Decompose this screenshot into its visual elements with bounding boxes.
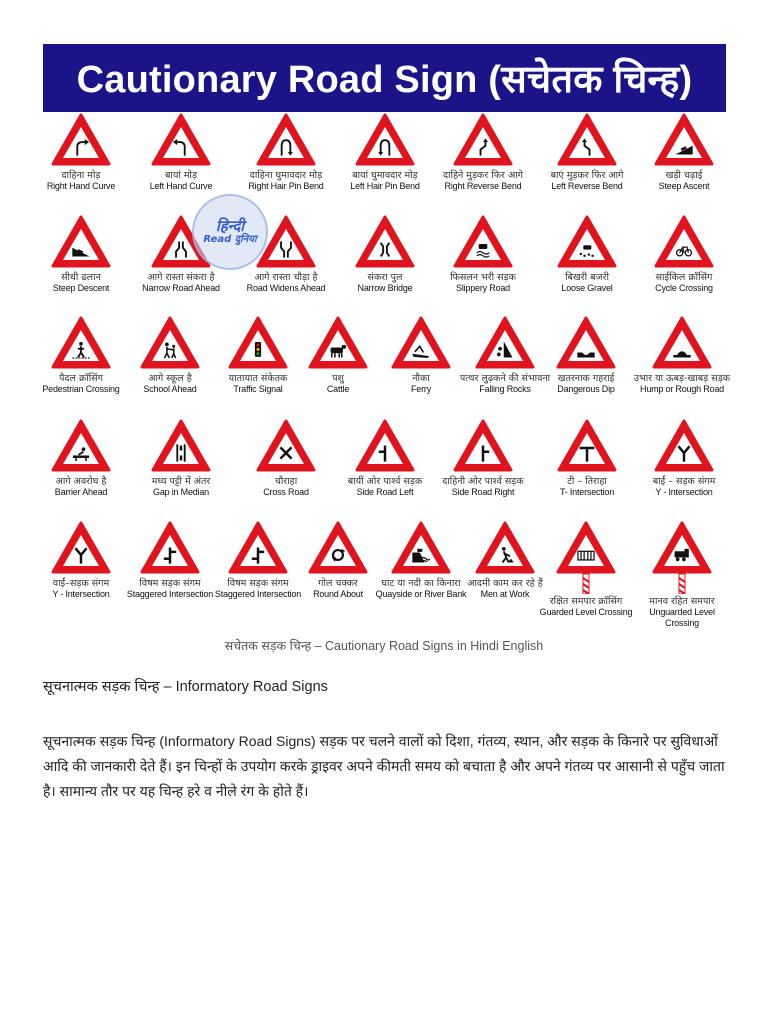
road-sign xyxy=(632,520,732,629)
narrow-bridge-icon xyxy=(354,214,416,270)
cross-road-icon xyxy=(255,418,317,474)
staggered-icon xyxy=(139,520,201,576)
road-sign xyxy=(131,418,231,498)
y-intersection-icon xyxy=(50,520,112,576)
sign-label-english: Ferry xyxy=(411,384,431,394)
steep-ascent-icon xyxy=(653,112,715,168)
road-sign xyxy=(131,112,231,192)
sign-label-hindi: खड़ी चढ़ाई xyxy=(665,170,703,181)
road-sign xyxy=(31,520,131,600)
men-at-work-icon xyxy=(474,520,536,576)
guarded-crossing-icon xyxy=(555,520,617,594)
slippery-road-icon xyxy=(452,214,514,270)
sign-label-english: T- Intersection xyxy=(559,487,615,497)
sign-label-english: Side Road Right xyxy=(451,487,515,497)
road-sign xyxy=(634,418,734,498)
sign-label-english: Steep Descent xyxy=(52,283,110,293)
right-reverse-icon xyxy=(452,112,514,168)
steep-descent-icon xyxy=(50,214,112,270)
sign-label-hindi: बाएं मुड़कर फिर आगे xyxy=(550,170,624,181)
sign-label-english: Narrow Road Ahead xyxy=(142,283,220,293)
road-sign xyxy=(537,112,637,192)
sign-label-hindi: उभार या ऊबड़-खाबड़ सड़क xyxy=(633,373,731,384)
sign-label-english: Falling Rocks xyxy=(479,384,531,394)
left-curve-icon xyxy=(150,112,212,168)
sign-label-hindi: मानव रहित समपार xyxy=(649,596,715,607)
quayside-icon xyxy=(390,520,452,576)
ferry-icon xyxy=(390,315,452,371)
unguarded-crossing-icon xyxy=(651,520,713,594)
sign-label-english: Narrow Bridge xyxy=(357,283,413,293)
sign-label-hindi: यातायात संकेतक xyxy=(228,373,288,384)
sign-label-hindi: बायां मोड़ xyxy=(164,170,198,181)
median-gap-icon xyxy=(150,418,212,474)
sign-label-hindi: आगे स्कूल है xyxy=(148,373,192,384)
banner-title: Cautionary Road Sign (सचेतक चिन्ह) xyxy=(76,59,693,101)
watermark-line1: हिन्दी xyxy=(215,217,245,235)
right-curve-icon xyxy=(50,112,112,168)
road-sign xyxy=(634,112,734,192)
sign-label-english: Left Hair Pin Bend xyxy=(350,181,420,191)
sign-label-hindi: दाहिनी ओर पार्श्व सड़क xyxy=(442,476,524,487)
sign-label-english: School Ahead xyxy=(143,384,197,394)
sign-label-hindi: फिसलन भरी सड़क xyxy=(450,272,516,283)
sign-label-english: Cattle xyxy=(326,384,350,394)
sign-label-english: Staggered Intersection xyxy=(214,589,302,599)
sign-label-english: Cross Road xyxy=(263,487,309,497)
sign-label-english: Left Reverse Bend xyxy=(551,181,623,191)
road-sign xyxy=(120,315,220,395)
sign-label-english: Pedestrian Crossing xyxy=(42,384,120,394)
road-sign xyxy=(31,112,131,192)
sign-label-hindi: सीधी ढलान xyxy=(61,272,101,283)
sign-label-hindi: बायां घुमावदार मोड़ xyxy=(352,170,418,181)
sign-label-english: Left Hand Curve xyxy=(149,181,213,191)
sign-label-english: Guarded Level Crossing xyxy=(539,607,633,617)
sign-label-hindi: आगे रास्ता संकरा है xyxy=(147,272,215,283)
road-sign xyxy=(634,214,734,294)
sign-label-english: Gap in Median xyxy=(153,487,209,497)
cycle-icon xyxy=(653,214,715,270)
page-banner xyxy=(43,44,726,112)
sign-label-english: Men at Work xyxy=(480,589,530,599)
road-sign xyxy=(433,112,533,192)
sign-label-english: Cycle Crossing xyxy=(655,283,713,293)
sign-label-hindi: बिखरी बजरी xyxy=(565,272,609,283)
sign-label-hindi: खतरनाक गहराई xyxy=(557,373,615,384)
road-sign xyxy=(31,315,131,395)
sign-label-hindi: आगे अवरोध है xyxy=(55,476,107,487)
side-road-right-icon xyxy=(452,418,514,474)
road-sign xyxy=(536,520,636,618)
side-road-left-icon xyxy=(354,418,416,474)
road-sign xyxy=(335,418,435,498)
left-reverse-icon xyxy=(556,112,618,168)
sign-label-hindi: पशु xyxy=(332,373,344,384)
sign-label-hindi: बायीं ओर पार्श्व सड़क xyxy=(347,476,423,487)
section-heading: सूचनात्मक सड़क चिन्ह – Informatory Road Signs xyxy=(43,679,328,695)
road-sign xyxy=(632,315,732,395)
sign-label-hindi: पैदल क्रॉसिंग xyxy=(59,373,103,384)
road-sign xyxy=(433,214,533,294)
hump-icon xyxy=(651,315,713,371)
sign-label-english: Traffic Signal xyxy=(233,384,283,394)
sign-label-hindi: आगे रास्ता चौड़ा है xyxy=(254,272,318,283)
staggered-icon xyxy=(227,520,289,576)
sign-label-hindi: मध्य पट्टी में अंतर xyxy=(151,476,211,487)
sign-label-hindi: चौराहा xyxy=(274,476,298,487)
sign-label-english: Right Hand Curve xyxy=(46,181,116,191)
barrier-icon xyxy=(50,418,112,474)
sign-label-hindi: विषम सड़क संगम xyxy=(227,578,289,589)
sign-label-hindi: दाहिने मुड़कर फिर आगे xyxy=(442,170,523,181)
road-sign xyxy=(31,418,131,498)
sign-label-hindi: बाईं – सड़क संगम xyxy=(652,476,716,487)
right-hairpin-icon xyxy=(255,112,317,168)
sign-label-hindi: गोल चक्कर xyxy=(318,578,358,589)
road-sign xyxy=(537,418,637,498)
sign-label-hindi: पत्थर लुढ़कने की संभावना xyxy=(459,373,551,384)
sign-label-english: Dangerous Dip xyxy=(557,384,615,394)
sign-label-english: Y - Intersection xyxy=(52,589,110,599)
sign-label-hindi: वाईं–सड़क संगम xyxy=(52,578,110,589)
sign-label-english: Steep Ascent xyxy=(658,181,710,191)
figure-caption: सचेतक सड़क चिन्ह – Cautionary Road Signs in Hindi English xyxy=(224,639,544,653)
sign-label-english: Loose Gravel xyxy=(561,283,613,293)
dip-icon xyxy=(555,315,617,371)
t-intersection-icon xyxy=(556,418,618,474)
sign-label-english: Right Hair Pin Bend xyxy=(248,181,324,191)
sign-label-hindi: टी – तिराहा xyxy=(567,476,607,487)
school-icon xyxy=(139,315,201,371)
sign-label-english: Barrier Ahead xyxy=(54,487,108,497)
sign-label-hindi: दाहिना घुमावदार मोड़ xyxy=(249,170,323,181)
road-sign xyxy=(433,418,533,498)
sign-label-hindi: घाट या नदी का किनारा xyxy=(381,578,461,589)
watermark-logo xyxy=(192,194,268,270)
sign-label-english: Quayside or River Bank xyxy=(375,589,467,599)
body-paragraph: सूचनात्मक सड़क चिन्ह (Informatory Road Signs) सड़क पर चलने वालों को दिशा, गंतव्य, स्थान, और सड़क के किनारे पर सुविधाओं आदि की जानकारी देते हैं। इन चिन्हों के उपयोग करके ड्राइवर अपने कीमती समय को बचाता है और अपने गंतव्य पर आसानी से पहुँच जाता है। सामान्य तौर पर यह चिन्ह हरे व नीले रंग के होते हैं। xyxy=(43,733,725,799)
sign-label-english: Round About xyxy=(313,589,363,599)
traffic-signal-icon xyxy=(227,315,289,371)
road-sign xyxy=(335,214,435,294)
sign-label-english: Hump or Rough Road xyxy=(640,384,724,394)
sign-label-hindi: विषम सड़क संगम xyxy=(139,578,201,589)
sign-label-english: Slippery Road xyxy=(456,283,510,293)
sign-label-hindi: दाहिना मोड़ xyxy=(61,170,101,181)
road-sign xyxy=(536,315,636,395)
sign-label-english: Side Road Left xyxy=(356,487,414,497)
sign-label-hindi: आदमी काम कर रहे हैं xyxy=(467,578,543,589)
watermark-line2: Read दुनिया xyxy=(203,234,257,245)
road-sign xyxy=(31,214,131,294)
cattle-icon xyxy=(307,315,369,371)
road-sign xyxy=(537,214,637,294)
loose-gravel-icon xyxy=(556,214,618,270)
left-hairpin-icon xyxy=(354,112,416,168)
sign-grid xyxy=(42,112,731,630)
sign-label-english: Road Widens Ahead xyxy=(246,283,326,293)
y-intersection-icon xyxy=(653,418,715,474)
sign-label-english: Right Reverse Bend xyxy=(444,181,522,191)
sign-label-hindi: साईकिल क्रॉसिंग xyxy=(655,272,713,283)
falling-rocks-icon xyxy=(474,315,536,371)
sign-label-hindi: रक्षित समपार क्रॉसिंग xyxy=(549,596,623,607)
road-sign xyxy=(335,112,435,192)
sign-label-english: Staggered Intersection xyxy=(126,589,214,599)
sign-label-english: Y - Intersection xyxy=(655,487,713,497)
sign-label-hindi: संकरा पुल xyxy=(367,272,403,283)
road-sign xyxy=(236,112,336,192)
sign-label-hindi: नौका xyxy=(412,373,430,384)
sign-label-english: Unguarded Level Crossing xyxy=(649,607,715,628)
road-sign xyxy=(236,418,336,498)
pedestrian-icon xyxy=(50,315,112,371)
roundabout-icon xyxy=(307,520,369,576)
road-sign xyxy=(120,520,220,600)
